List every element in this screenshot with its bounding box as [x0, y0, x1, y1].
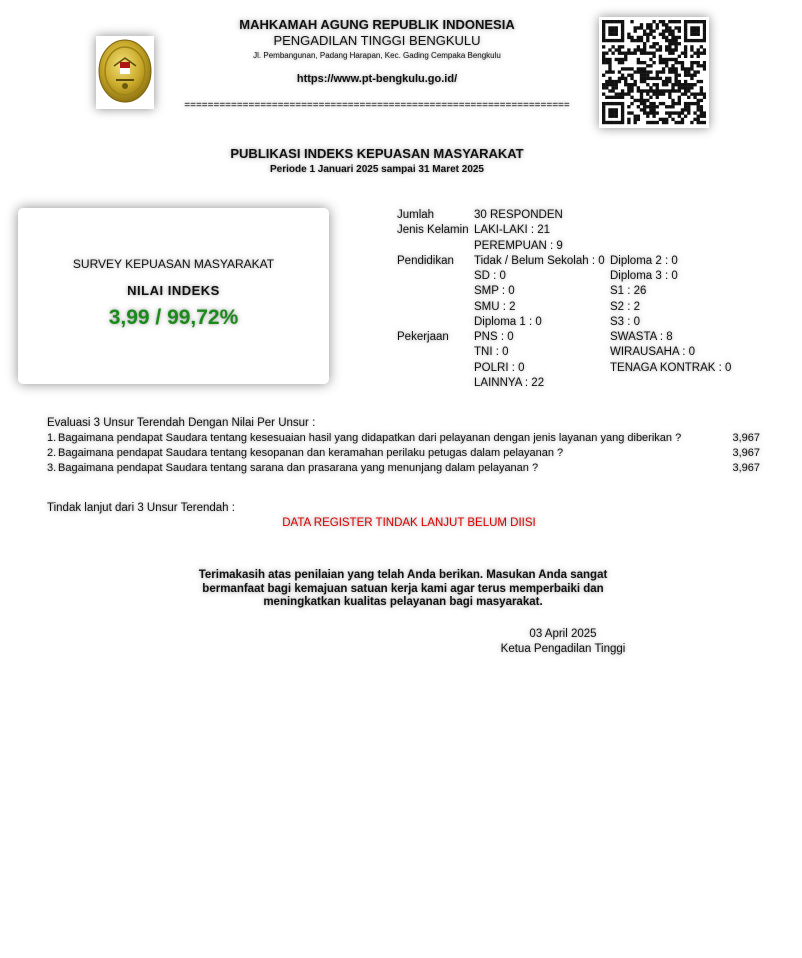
evaluation-score: 3,967 [732, 447, 760, 459]
edu-item: SMP : 0 [474, 285, 515, 297]
job-item: TENAGA KONTRAK : 0 [610, 362, 732, 374]
edu-item: S2 : 2 [610, 301, 641, 313]
job-item: POLRI : 0 [474, 362, 525, 374]
survey-title: SURVEY KEPUASAN MASYARAKAT [72, 257, 275, 271]
job-item: SWASTA : 8 [610, 331, 673, 343]
edu-item: SD : 0 [474, 270, 506, 282]
signature-date: 03 April 2025 [529, 628, 597, 640]
qr-code-icon [602, 20, 706, 125]
edu-item: Diploma 3 : 0 [610, 270, 678, 282]
edu-item: Diploma 1 : 0 [474, 316, 542, 328]
publication-title: PUBLIKASI INDEKS KEPUASAN MASYARAKAT [230, 146, 524, 161]
evaluation-question: Bagaimana pendapat Saudara tentang kesesuaian hasil yang didapatkan dari pelayanan dengan jenis layanan yang diberikan ? [58, 432, 682, 444]
edu-item: Tidak / Belum Sekolah : 0 [474, 255, 605, 267]
evaluation-heading: Evaluasi 3 Unsur Terendah Dengan Nilai Per Unsur : [47, 417, 316, 429]
edu-item: S3 : 0 [610, 316, 641, 328]
follow-up-heading: Tindak lanjut dari 3 Unsur Terendah : [47, 502, 235, 514]
edu-item: Diploma 2 : 0 [610, 255, 678, 267]
evaluation-score: 3,967 [732, 432, 760, 444]
evaluation-number: 1. [47, 432, 57, 444]
job-item: PNS : 0 [474, 331, 514, 343]
evaluation-question: Bagaimana pendapat Saudara tentang sarana dan prasarana yang menunjang dalam pelayanan ? [58, 462, 539, 474]
court-name: PENGADILAN TINGGI BENGKULU [273, 33, 481, 48]
qr-code [599, 17, 709, 128]
court-emblem-icon [96, 36, 154, 109]
signatory-title: Ketua Pengadilan Tinggi [500, 643, 626, 655]
job-item: WIRAUSAHA : 0 [610, 346, 695, 358]
court-address: Jl. Pembangunan, Padang Harapan, Kec. Gading Cempaka Bengkulu [253, 51, 501, 60]
index-value: 3,99 / 99,72% [108, 306, 239, 329]
job-item: LAINNYA : 22 [474, 377, 545, 389]
index-label: NILAI INDEKS [127, 283, 220, 298]
institution-name: MAHKAMAH AGUNG REPUBLIK INDONESIA [239, 17, 515, 32]
jumlah-value: 30 RESPONDEN [474, 209, 563, 221]
evaluation-number: 3. [47, 462, 57, 474]
education-label: Pendidikan [397, 255, 454, 267]
publication-period: Periode 1 Januari 2025 sampai 31 Maret 2025 [269, 164, 484, 175]
edu-item: S1 : 26 [610, 285, 647, 297]
gender-female: PEREMPUAN : 9 [474, 240, 563, 252]
index-card [18, 208, 329, 384]
evaluation-number: 2. [47, 447, 57, 459]
thank-you-message: Terimakasih atas penilaian yang telah Anda berikan. Masukan Anda sangat bermanfaat bagi kemajuan satuan kerja kami agar terus memperbaiki dan meningkatkan kualitas pelayanan bagi masyarakat. [198, 569, 608, 608]
header-divider: ================================================================== [184, 100, 570, 111]
website-link[interactable]: https://www.pt-bengkulu.go.id/ [296, 73, 458, 85]
jumlah-label: Jumlah [397, 209, 435, 221]
court-logo [96, 36, 154, 109]
gender-label: Jenis Kelamin [397, 224, 469, 236]
evaluation-question: Bagaimana pendapat Saudara tentang kesopanan dan keramahan perilaku petugas dalam pelayanan ? [58, 447, 564, 459]
job-label: Pekerjaan [397, 331, 449, 343]
job-item: TNI : 0 [474, 346, 509, 358]
evaluation-score: 3,967 [732, 462, 760, 474]
gender-male: LAKI-LAKI : 21 [474, 224, 551, 236]
edu-item: SMU : 2 [474, 301, 516, 313]
follow-up-status: DATA REGISTER TINDAK LANJUT BELUM DIISI [282, 517, 536, 529]
